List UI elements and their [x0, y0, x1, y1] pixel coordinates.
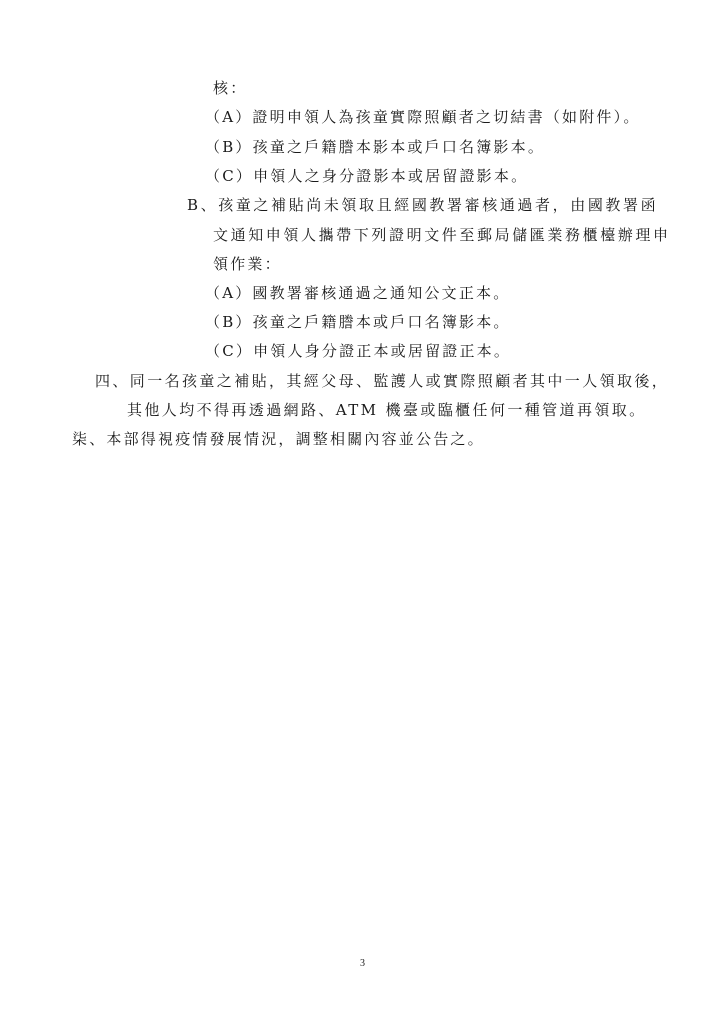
text-line: 其他人均不得再透過網路、ATM 機臺或臨櫃任何一種管道再領取。: [127, 401, 647, 419]
text-line: 領作業：: [213, 255, 282, 273]
text-line: （C）申領人之身分證影本或居留證影本。: [205, 167, 529, 185]
text-line: 四、同一名孩童之補貼，其經父母、監護人或實際照顧者其中一人領取後，: [95, 372, 670, 390]
text-line: （B）孩童之戶籍謄本影本或戶口名簿影本。: [205, 138, 546, 156]
text-line: 文通知申領人攜帶下列證明文件至郵局儲匯業務櫃檯辦理申: [213, 226, 671, 244]
text-line: B、孩童之補貼尚未領取且經國教署審核通過者，由國教署函: [187, 196, 659, 214]
text-line: 柒、本部得視疫情發展情況，調整相關內容並公告之。: [72, 430, 485, 448]
page-number: 3: [360, 958, 365, 969]
text-line: （A）證明申領人為孩童實際照顧者之切結書（如附件）。: [205, 108, 641, 126]
text-line: （C）申領人身分證正本或居留證正本。: [205, 342, 512, 360]
text-line: （A）國教署審核通過之通知公文正本。: [205, 284, 511, 302]
text-line: （B）孩童之戶籍謄本或戶口名簿影本。: [205, 313, 511, 331]
text-line: 核：: [213, 79, 248, 97]
